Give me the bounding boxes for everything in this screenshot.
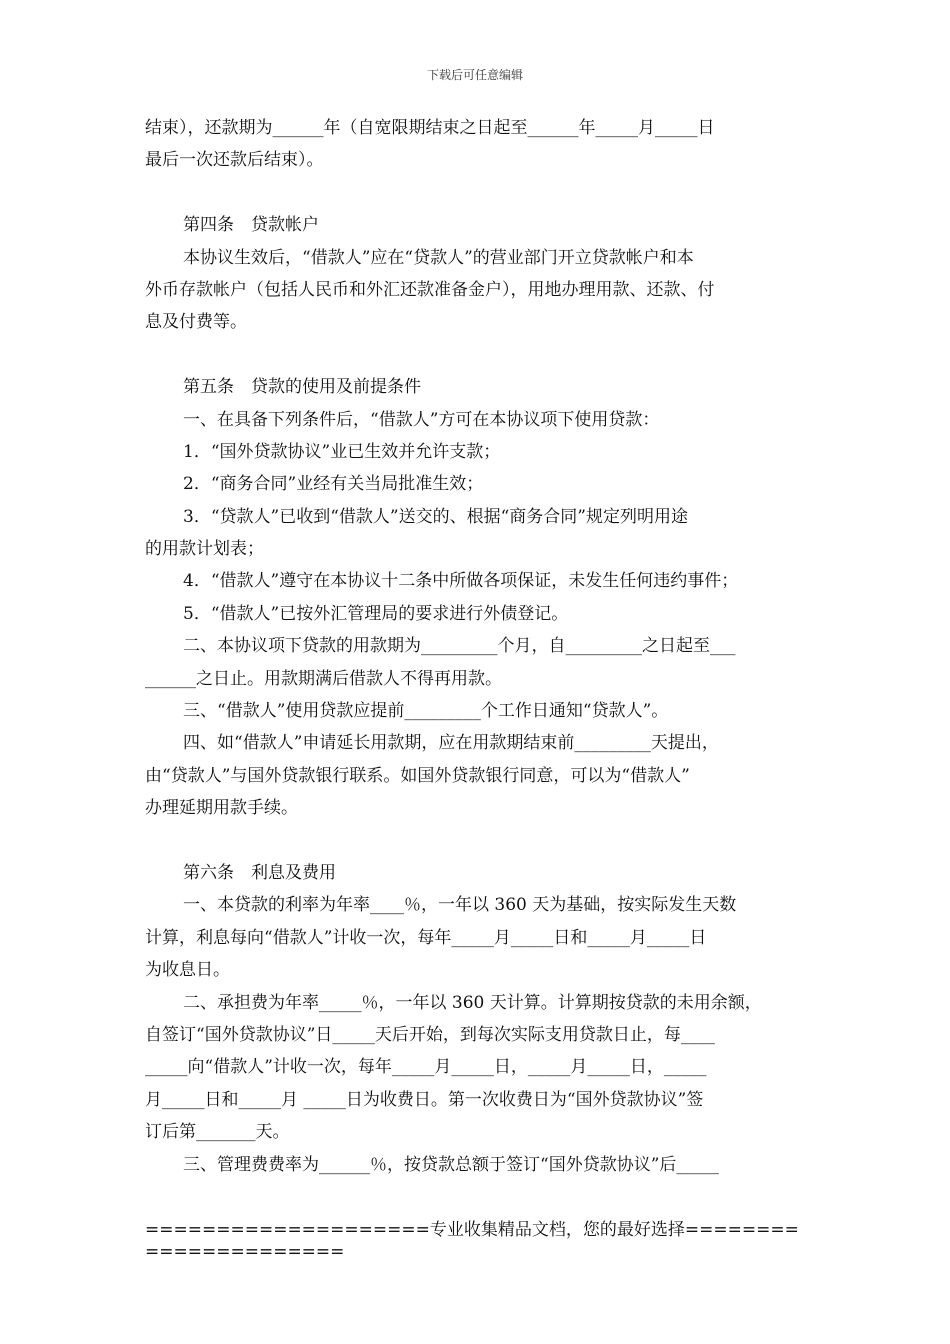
page-header-note: 下载后可任意编辑: [426, 68, 523, 82]
text-line: 为收息日。: [145, 960, 230, 981]
text-line: 4．“借款人”遵守在本协议十二条中所做各项保证，未发生任何违约事件；: [183, 571, 739, 592]
text-line: 月_____日和_____月 _____日为收费日。第一次收费日为“国外贷款协议”签: [145, 1089, 704, 1110]
text-line: 订后第_______天。: [145, 1122, 290, 1143]
document-body: [145, 112, 810, 1181]
text-line: 3．“贷款人”已收到“借款人”送交的、根据“商务合同”规定列明用途: [183, 506, 688, 527]
text-line: 一、本贷款的利率为年率____％，一年以 360 天为基础，按实际发生天数: [183, 895, 737, 916]
text-line: 的用款计划表；: [145, 539, 264, 560]
text-line: 三、“借款人”使用贷款应提前_________个工作日通知“贷款人”。: [183, 701, 669, 722]
text-line: 本协议生效后，“借款人”应在“贷款人”的营业部门开立贷款帐户和本: [183, 247, 694, 268]
section-heading: 第五条 贷款的使用及前提条件: [183, 377, 421, 398]
text-line: 息及付费等。: [145, 312, 247, 333]
text-line: 二、本协议项下贷款的用款期为_________个月，自_________之日起至___: [183, 636, 736, 657]
blank-line: [145, 825, 810, 857]
blank-line: [145, 339, 810, 371]
section-heading: 第六条 利息及费用: [183, 862, 336, 883]
text-line: 1．“国外贷款协议”业已生效并允许支款；: [183, 441, 501, 462]
text-line: 最后一次还款后结束）。: [145, 150, 324, 171]
text-line: 计算，利息每向“借款人”计收一次，每年_____月_____日和_____月_____日: [145, 927, 707, 948]
text-line: 一、在具备下列条件后，“借款人”方可在本协议项下使用贷款：: [183, 409, 660, 430]
text-line: 二、承担费为年率_____％，一年以 360 天计算。计算期按贷款的未用余额，: [183, 992, 762, 1013]
text-line: 2．“商务合同”业经有关当局批准生效；: [183, 474, 484, 495]
text-line: _____向“借款人”计收一次，每年_____月_____日，_____月_____日，_____: [145, 1057, 707, 1078]
text-line: 四、如“借款人”申请延长用款期，应在用款期结束前_________天提出，: [183, 733, 719, 754]
text-line: 5．“借款人”已按外汇管理局的要求进行外债登记。: [183, 603, 569, 624]
section-heading: 第四条 贷款帐户: [183, 215, 319, 236]
text-line: 外币存款帐户（包括人民币和外汇还款准备金户），用地办理用款、还款、付: [145, 279, 715, 300]
text-line: 结束），还款期为______年（自宽限期结束之日起至______年_____月_____日: [145, 118, 715, 138]
text-line: 自签订“国外贷款协议”日_____天后开始，到每次实际支用贷款日止，每____: [145, 1024, 715, 1045]
page-footer-banner: ====================专业收集精品文档，您的最好选择======================: [145, 1220, 799, 1262]
text-line: 三、管理费费率为______％，按贷款总额于签订“国外贷款协议”后_____: [183, 1154, 719, 1175]
blank-line: [145, 177, 810, 209]
text-line: 由“贷款人”与国外贷款银行联系。如国外贷款银行同意，可以为“借款人”: [145, 765, 690, 786]
text-line: ______之日止。用款期满后借款人不得再用款。: [145, 668, 502, 689]
text-line: 办理延期用款手续。: [145, 798, 298, 819]
